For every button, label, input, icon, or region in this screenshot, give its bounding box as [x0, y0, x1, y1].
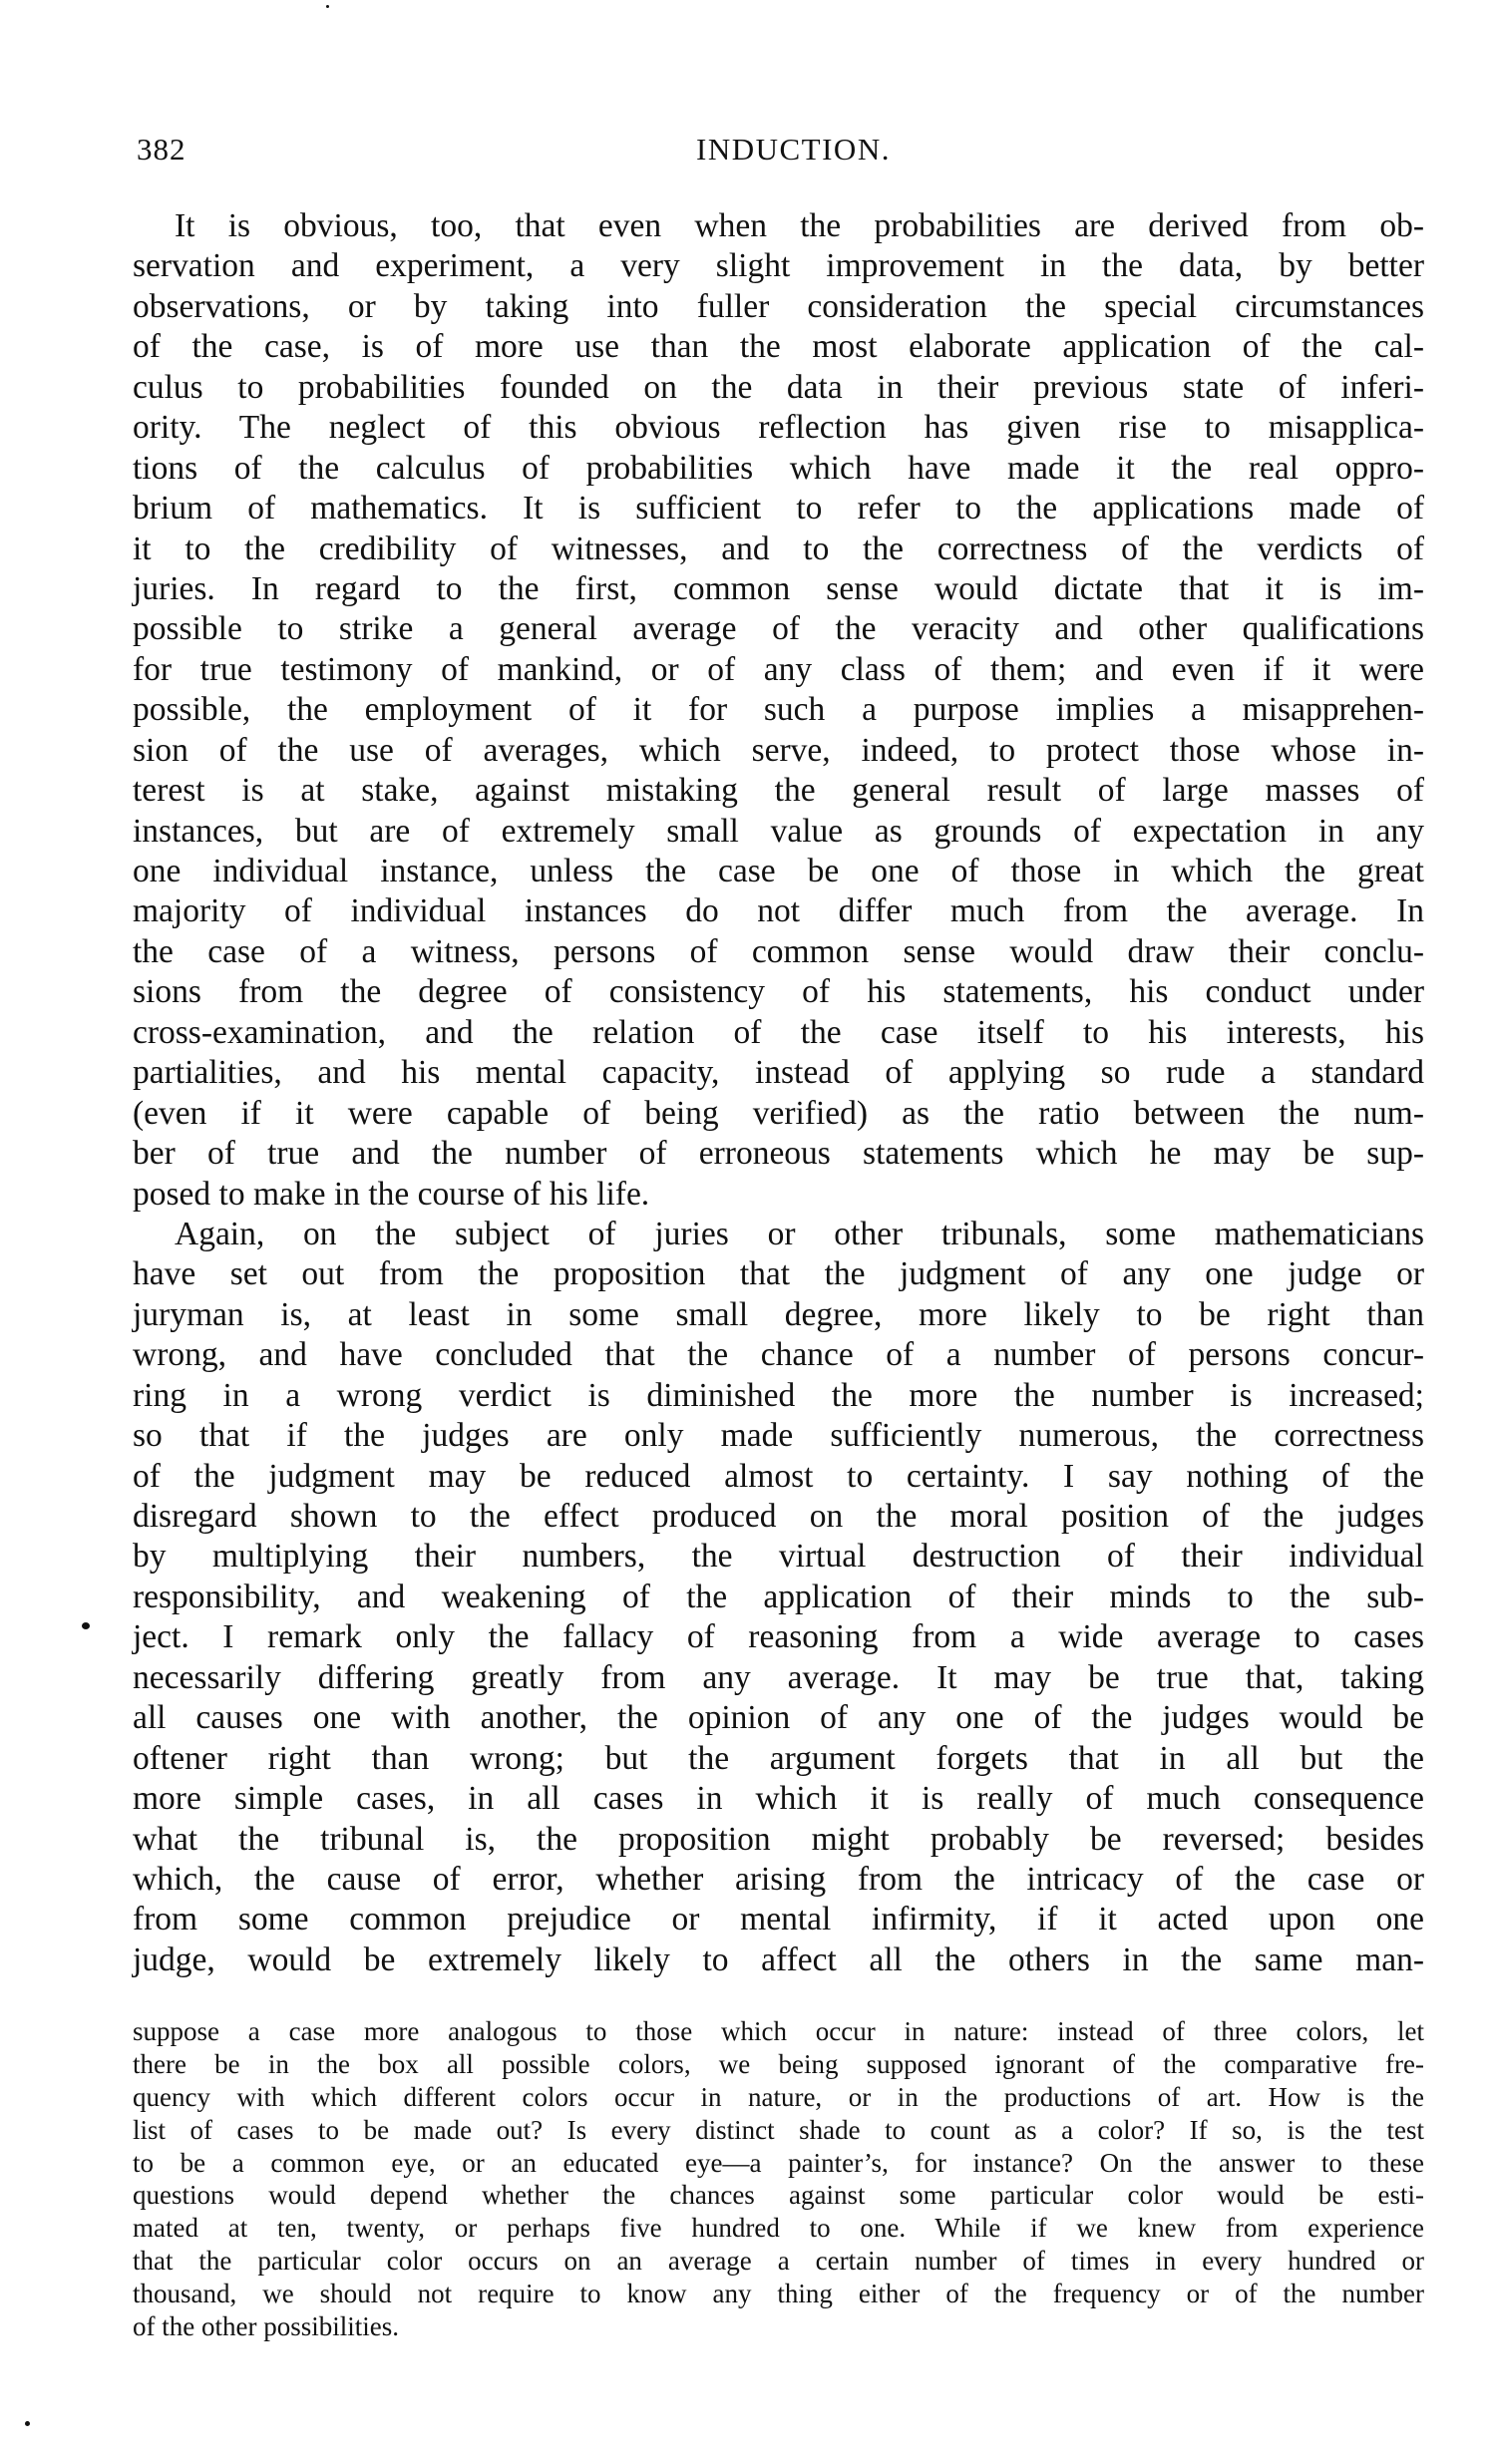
footnote-line: quency with which different colors occur in nature, or in the productions of art. How is the [133, 2081, 1424, 2112]
text-line: It is obvious, too, that even when the probabilities are derived from ob- [175, 207, 1424, 244]
text-line: Again, on the subject of juries or other tribunals, some mathematicians [175, 1215, 1424, 1252]
text-line: ring in a wrong verdict is diminished the more the number is increased; [133, 1376, 1424, 1414]
text-line: juries. In regard to the first, common sense would dictate that it is im- [133, 569, 1424, 607]
text-line: oftener right than wrong; but the argument forgets that in all but the [133, 1739, 1424, 1777]
footnote-line: questions would depend whether the chances against some particular color would be esti- [133, 2180, 1424, 2211]
page-number: 382 [137, 132, 186, 167]
text-line: so that if the judges are only made sufficiently numerous, the correctness [133, 1417, 1424, 1455]
text-line: of the judgment may be reduced almost to certainty. I say nothing of the [133, 1457, 1424, 1495]
text-line: necessarily differing greatly from any average. It may be true that, taking [133, 1658, 1424, 1696]
running-head [133, 132, 1424, 172]
text-line: one individual instance, unless the case be one of those in which the great [133, 853, 1424, 889]
scan-speck-bottom [25, 2421, 30, 2426]
footnote-line: mated at ten, twenty, or perhaps five hundred to one. While if we knew from experience [133, 2213, 1424, 2244]
text-line: cross-examination, and the relation of the case itself to his interests, his [133, 1013, 1424, 1051]
text-line: ority. The neglect of this obvious reflection has given rise to misapplica- [133, 409, 1424, 447]
text-line: observations, or by taking into fuller consideration the special circumstances [133, 287, 1424, 325]
footnote-line: to be a common eye, or an educated eye—a painter’s, for instance? On the answer to these [133, 2147, 1424, 2178]
text-line: servation and experiment, a very slight improvement in the data, by better [133, 247, 1424, 285]
text-line: by multiplying their numbers, the virtual destruction of their individual [133, 1538, 1424, 1576]
text-line: juryman is, at least in some small degree, more likely to be right than [133, 1295, 1424, 1333]
text-line: from some common prejudice or mental infirmity, if it acted upon one [133, 1901, 1424, 1938]
footnote-line: there be in the box all possible colors, we being supposed ignorant of the comparative fre- [133, 2048, 1424, 2079]
footnote-line: thousand, we should not require to know any thing either of the frequency or of the number [133, 2279, 1424, 2309]
text-line: judge, would be extremely likely to affect all the others in the same man- [133, 1940, 1424, 1978]
text-line: more simple cases, in all cases in which it is really of much consequence [133, 1780, 1424, 1818]
text-line: the case of a witness, persons of common sense would draw their conclu- [133, 932, 1424, 970]
text-line: majority of individual instances do not differ much from the average. In [133, 892, 1424, 930]
text-line: (even if it were capable of being verified) as the ratio between the num- [133, 1094, 1424, 1132]
text-line: sions from the degree of consistency of his statements, his conduct under [133, 973, 1424, 1011]
footnote-line: of the other possibilities. [133, 2311, 399, 2342]
text-line: have set out from the proposition that the judgment of any one judge or [133, 1255, 1424, 1293]
text-line: instances, but are of extremely small value as grounds of expectation in any [133, 812, 1424, 850]
text-line: for true testimony of mankind, or of any class of them; and even if it were [133, 650, 1424, 688]
paragraph-2 [133, 1215, 1424, 1980]
text-line: of the case, is of more use than the most elaborate application of the cal- [133, 328, 1424, 366]
footnote-line: suppose a case more analogous to those which occur in nature: instead of three colors, let [133, 2016, 1424, 2046]
text-line: ber of true and the number of erroneous statements which he may be sup- [133, 1135, 1424, 1173]
text-line: brium of mathematics. It is sufficient to refer to the applications made of [133, 490, 1424, 528]
scan-speck-margin [82, 1622, 90, 1629]
text-line: disregard shown to the effect produced on the moral position of the judges [133, 1498, 1424, 1535]
body-text [133, 206, 1424, 1980]
text-line: culus to probabilities founded on the data in their previous state of inferi- [133, 368, 1424, 406]
text-line: terest is at stake, against mistaking the general result of large masses of [133, 772, 1424, 810]
footnote-line: that the particular color occurs on an average a certain number of times in every hundred or [133, 2246, 1424, 2277]
scan-speck-top [326, 5, 329, 8]
text-line: which, the cause of error, whether arising from the intricacy of the case or [133, 1860, 1424, 1898]
running-title: INDUCTION. [696, 132, 891, 167]
text-line: sion of the use of averages, which serve, indeed, to protect those whose in- [133, 731, 1424, 769]
text-line: all causes one with another, the opinion of any one of the judges would be [133, 1699, 1424, 1737]
text-line: responsibility, and weakening of the application of their minds to the sub- [133, 1578, 1424, 1615]
text-line: tions of the calculus of probabilities which have made it the real oppro- [133, 449, 1424, 487]
text-line: ject. I remark only the fallacy of reasoning from a wide average to cases [133, 1618, 1424, 1656]
text-line: possible to strike a general average of the veracity and other qualifications [133, 610, 1424, 648]
text-line: posed to make in the course of his life. [133, 1175, 650, 1213]
text-line: what the tribunal is, the proposition might probably be reversed; besides [133, 1820, 1424, 1858]
paragraph-1 [133, 206, 1424, 1215]
text-line: partialities, and his mental capacity, instead of applying so rude a standard [133, 1054, 1424, 1092]
footnote-line: list of cases to be made out? Is every distinct shade to count as a color? If so, is the test [133, 2114, 1424, 2145]
footnote [133, 2015, 1424, 2343]
text-line: it to the credibility of witnesses, and to the correctness of the verdicts of [133, 529, 1424, 567]
text-line: possible, the employment of it for such a purpose implies a misapprehen- [133, 691, 1424, 729]
text-line: wrong, and have concluded that the chance of a number of persons concur- [133, 1336, 1424, 1374]
